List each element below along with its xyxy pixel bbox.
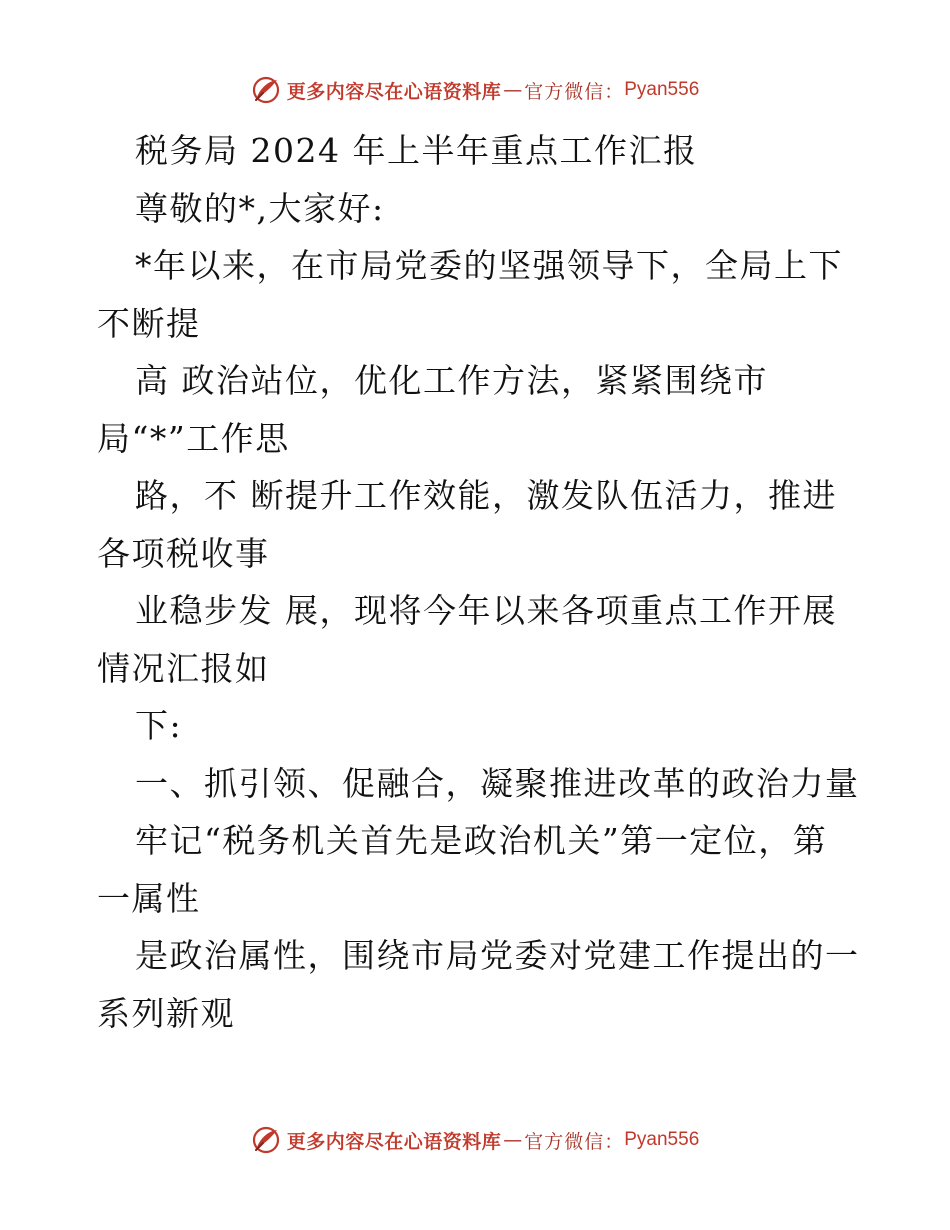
watermark-separator: —	[503, 1129, 523, 1151]
watermark-wechat-id: Pyan556	[624, 79, 700, 100]
document-line: 高 政治站位，优化工作方法，紧紧围绕市	[135, 361, 768, 400]
document-line: 局“*”工作思	[97, 418, 290, 458]
document-line: 尊敬的*,大家好:	[135, 188, 385, 228]
document-line: 系列新观	[97, 993, 235, 1033]
quill-logo-icon	[251, 75, 281, 105]
document-line: 业稳步发 展，现将今年以来各项重点工作开展	[135, 591, 837, 630]
document-line: 是政治属性，围绕市局党委对党建工作提出的一	[135, 936, 860, 975]
watermark-label: 官方微信：	[524, 80, 625, 103]
document-line: 税务局 2024 年上半年重点工作汇报	[135, 131, 698, 170]
watermark-wechat-id: Pyan556	[624, 1129, 700, 1150]
watermark-brand: 更多内容尽在心语资料库	[286, 80, 502, 103]
document-line: 下:	[135, 706, 183, 745]
document-line: 情况汇报如	[97, 648, 270, 688]
document-line: *年以来，在市局党委的坚强领导下，全局上下	[135, 246, 843, 285]
header-watermark	[0, 72, 950, 108]
quill-logo-icon	[251, 1125, 281, 1155]
watermark-brand: 更多内容尽在心语资料库	[286, 1130, 502, 1153]
document-line: 一属性	[97, 878, 201, 918]
watermark-label: 官方微信：	[524, 1130, 625, 1153]
footer-watermark	[0, 1122, 950, 1158]
document-line: 不断提	[97, 303, 201, 343]
document-line: 各项税收事	[97, 533, 270, 573]
document-line: 一、抓引领、促融合，凝聚推进改革的政治力量	[135, 763, 860, 803]
watermark-separator: —	[503, 79, 523, 101]
document-line: 路，不 断提升工作效能，激发队伍活力，推进	[135, 476, 837, 515]
document-line: 牢记“税务机关首先是政治机关”第一定位，第	[135, 821, 828, 860]
document-body	[97, 122, 860, 1042]
